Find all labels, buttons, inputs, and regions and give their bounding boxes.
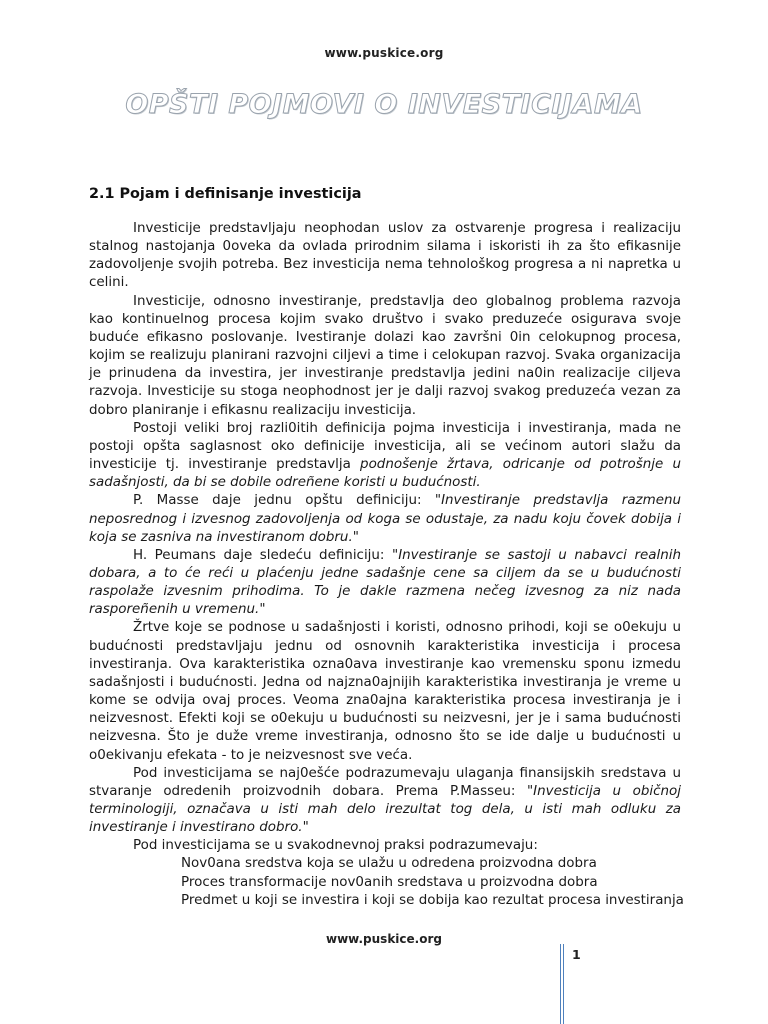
page-number: 1 — [572, 947, 581, 962]
body-text — [89, 220, 684, 910]
italic-quote: Investicija u običnoj terminologiji, označava u isti mah delo irezultat tog dela, u isti mah odluku za investiranje i investirano dobro. — [89, 783, 681, 836]
section-heading: 2.1 Pojam i definisanje investicija — [89, 186, 362, 202]
paragraph-intro: Investicije predstavljaju neophodan uslov za ostvarenje progresa i realizaciju stalnog nastojanja 0oveka da ovlada prirodnim silama i iskoristi ih za što efikasnije zadovoljenje svojih potreba. Bez investicija nema tehnološkog progresa a ni napretka u celini. — [89, 221, 681, 291]
list-item: Nov0ana sredstva koja se ulažu u odredena proizvodna dobra — [181, 856, 597, 872]
paragraph-masseu-definition: Pod investicijama se naj0ešće podrazumevaju ulaganja finansijskih sredstava u stvaranje odredenih proizvodnih dobara. Prema P.Masseu: "Investicija u običnoj terminologiji, označava u isti mah delo irezultat tog dela, u isti mah odluku za investiranje i investirano dobro." — [89, 765, 681, 836]
investment-list — [89, 855, 684, 909]
list-item: Proces transformacije nov0anih sredstava u proizvodna dobra — [181, 874, 598, 890]
paragraph-list-intro: Pod investicijama se u svakodnevnoj praksi podrazumevaju: — [133, 838, 538, 854]
paragraph-development: Investicije, odnosno investiranje, predstavlja deo globalnog problema razvoja kao kontinuelnog procesa kojim svako društvo i svako preduzeće osigurava svoje buduće efikasno poslovanje. Ivestiranje dolazi kao završni 0in celokupnog procesa, kojim se realizuju planirani razvojni ciljevi a time i celokupan razvoj. Svaka organizacija je prinudena da investira, jer investiranje predstavlja jedini na0in realizacije ciljeva razvoja. Investicije su stoga neophodnost jer je dalji razvoj svakog preduzeća vezan za dobro planiranje i efikasnu realizaciju investicija. — [89, 293, 681, 418]
paragraph-peumans-definition: H. Peumans daje sledeću definiciju: "Investiranje se sastoji u nabavci realnih dobara, a to će reći u plaćenju jedne sadašnje cene sa ciljem da se u budućnosti raspolaže izvesnim prihodima. To je dakle razmena nečeg izvesnog za niz nada rasporeñenih u vremenu." — [89, 547, 681, 618]
italic-quote: Investiranje predstavlja razmenu neposrednog i izvesnog zadovoljenja od koga se odustaje, za nadu koju čovek dobija i koja se zasniva na investiranom dobru. — [89, 493, 681, 545]
paragraph-definitions: Postoji veliki broj razli0itih definicija pojma investicija i investiranja, mada ne postoji opšta saglasnost oko definicije investicija, ali se većinom autori slažu da investicije tj. investiranje predstavlja podnošenje žrtava, odricanje od potrošnje u sadašnjosti, da bi se dobile odreñene koristi u budućnosti. — [89, 420, 681, 491]
header-url[interactable]: www.puskice.org — [324, 46, 444, 60]
paragraph-masse-definition: P. Masse daje jednu opštu definiciju: "Investiranje predstavlja razmenu neposrednog i izvesnog zadovoljenja od koga se odustaje, za nadu koju čovek dobija i koja se zasniva na investiranom dobru." — [89, 493, 681, 545]
page-number-rule — [560, 944, 564, 1024]
footer-url[interactable]: www.puskice.org — [326, 932, 442, 946]
paragraph-sacrifices: Žrtve koje se podnose u sadašnjosti i koristi, odnosno prihodi, koji se o0ekuju u budućnosti predstavljaju jednu od osnovnih karakteristika investicija i procesa investiranja. Ova karakteristika ozna0ava investiranje kao vremensku sponu izmedu sadašnjosti i budućnosti. Jedna od najzna0ajnijih karakteristika investiranja je vreme u kome se odvija ovaj proces. Veoma zna0ajna karakteristika procesa investiranja je i neizvesnost. Efekti koji se o0ekuju u budućnosti su neizvesni, jer je i sama budućnosti neizvesna. Što je duže vreme investiranja, odnosno što se ide dalje u budućnosti u o0ekivanju efekata - to je neizvesnost sve veća. — [89, 620, 681, 763]
document-title: OPŠTI POJMOVI O INVESTICIJAMA — [125, 89, 643, 120]
list-item: Predmet u koji se investira i koji se dobija kao rezultat procesa investiranja — [181, 892, 684, 908]
italic-quote: podnošenje žrtava, odricanje od potrošnje u sadašnjosti, da bi se dobile odreñene koristi u budućnosti. — [89, 457, 681, 491]
italic-quote: Investiranje se sastoji u nabavci realnih dobara, a to će reći u plaćenju jedne sadašnje cene sa ciljem da se u budućnosti raspolaže izvesnim prihodima. To je dakle razmena nečeg izvesnog za niz nada rasporeñenih u vremenu. — [89, 547, 681, 618]
